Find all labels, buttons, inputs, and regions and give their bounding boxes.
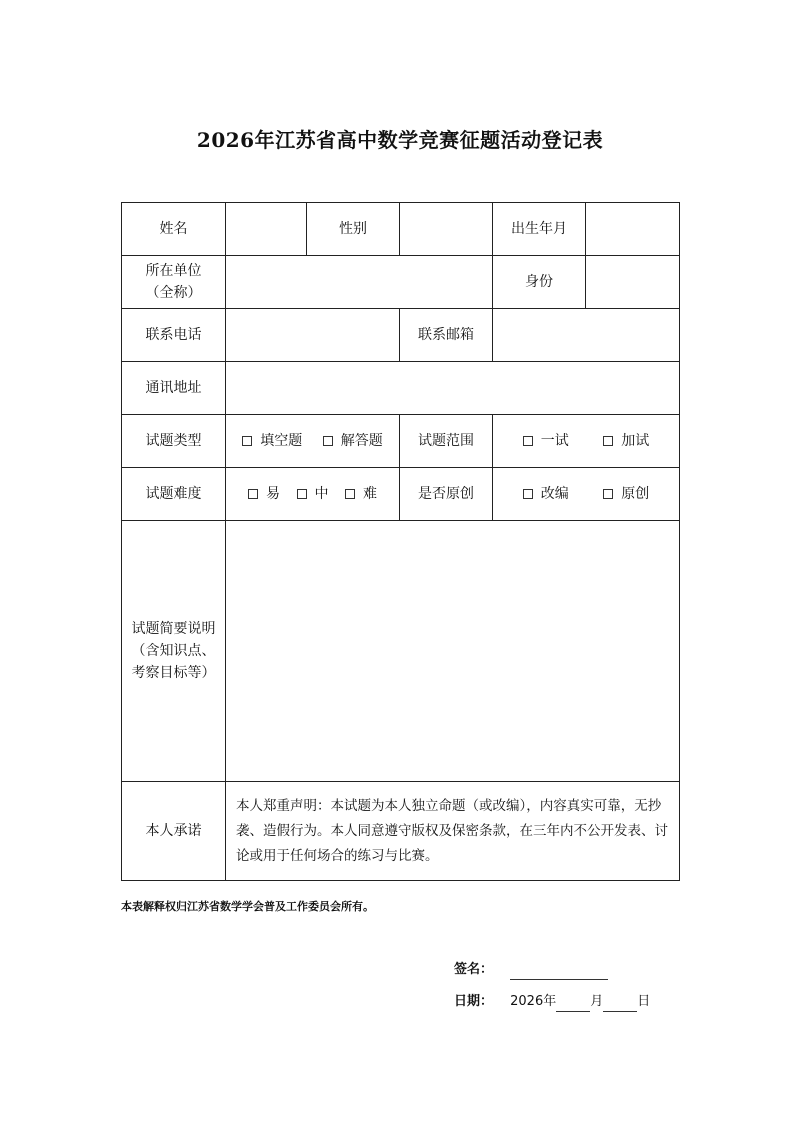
day-line[interactable] xyxy=(603,996,637,1012)
difficulty-label: 试题难度 xyxy=(122,468,226,521)
difficulty-option-label: 中 xyxy=(314,486,329,502)
desc-label xyxy=(122,521,226,782)
pledge-label: 本人承诺 xyxy=(122,782,226,881)
email-label: 联系邮箱 xyxy=(400,309,493,362)
original-option-label: 原创 xyxy=(621,486,650,502)
scope-option-first[interactable] xyxy=(523,430,569,452)
unit-field[interactable] xyxy=(226,256,493,309)
registration-form xyxy=(121,202,680,881)
date-month: 月 xyxy=(590,994,604,1009)
difficulty-option-hard[interactable] xyxy=(345,483,377,505)
phone-field[interactable] xyxy=(226,309,400,362)
checkbox-icon[interactable] xyxy=(523,436,533,446)
desc-field[interactable] xyxy=(226,521,680,782)
signature-line[interactable] xyxy=(510,964,608,980)
address-field[interactable] xyxy=(226,362,680,415)
difficulty-option-medium[interactable] xyxy=(297,483,329,505)
address-label: 通讯地址 xyxy=(122,362,226,415)
page-title: 2026年江苏省高中数学竞赛征题活动登记表 xyxy=(196,128,604,152)
scope-label: 试题范围 xyxy=(400,415,493,468)
unit-label-line1: 所在单位 xyxy=(145,263,202,279)
type-option-label: 解答题 xyxy=(340,433,383,449)
date-year: 2026年 xyxy=(510,994,557,1009)
desc-label-line1: 试题简要说明 xyxy=(131,621,216,637)
birth-field[interactable] xyxy=(586,203,680,256)
original-options xyxy=(493,468,680,521)
checkbox-icon[interactable] xyxy=(248,489,258,499)
difficulty-option-label: 易 xyxy=(266,486,281,502)
email-field[interactable] xyxy=(493,309,680,362)
signature-label: 签名： xyxy=(454,962,494,977)
checkbox-icon[interactable] xyxy=(523,489,533,499)
gender-label: 性别 xyxy=(307,203,400,256)
name-field[interactable] xyxy=(226,203,307,256)
original-option-label: 改编 xyxy=(540,486,569,502)
difficulty-options xyxy=(226,468,400,521)
gender-field[interactable] xyxy=(400,203,493,256)
name-label: 姓名 xyxy=(122,203,226,256)
original-option-original[interactable] xyxy=(603,483,649,505)
desc-label-line3: 考察目标等） xyxy=(131,665,216,681)
checkbox-icon[interactable] xyxy=(242,436,252,446)
date-row xyxy=(454,990,650,1012)
type-options xyxy=(226,415,400,468)
original-option-adapted[interactable] xyxy=(523,483,569,505)
scope-option-extra[interactable] xyxy=(603,430,649,452)
original-label: 是否原创 xyxy=(400,468,493,521)
month-line[interactable] xyxy=(556,996,590,1012)
scope-options xyxy=(493,415,680,468)
unit-label xyxy=(122,256,226,309)
checkbox-icon[interactable] xyxy=(323,436,333,446)
checkbox-icon[interactable] xyxy=(297,489,307,499)
scope-option-label: 加试 xyxy=(621,433,650,449)
date-day: 日 xyxy=(637,994,651,1009)
difficulty-option-easy[interactable] xyxy=(248,483,280,505)
difficulty-option-label: 难 xyxy=(362,486,377,502)
checkbox-icon[interactable] xyxy=(603,436,613,446)
date-label: 日期： xyxy=(454,994,494,1009)
scope-option-label: 一试 xyxy=(540,433,569,449)
phone-label: 联系电话 xyxy=(122,309,226,362)
birth-label: 出生年月 xyxy=(493,203,586,256)
type-option-solve[interactable] xyxy=(323,430,383,452)
type-label: 试题类型 xyxy=(122,415,226,468)
footnote: 本表解释权归江苏省数学学会普及工作委员会所有。 xyxy=(121,900,374,913)
signature-row xyxy=(454,958,608,980)
checkbox-icon[interactable] xyxy=(345,489,355,499)
identity-field[interactable] xyxy=(586,256,680,309)
checkbox-icon[interactable] xyxy=(603,489,613,499)
desc-label-line2: （含知识点、 xyxy=(131,643,216,659)
type-option-fill[interactable] xyxy=(242,430,302,452)
identity-label: 身份 xyxy=(493,256,586,309)
unit-label-line2: （全称） xyxy=(145,285,202,301)
type-option-label: 填空题 xyxy=(260,433,303,449)
pledge-text: 本人郑重声明：本试题为本人独立命题（或改编），内容真实可靠，无抄袭、造假行为。本人同意遵守版权及保密条款，在三年内不公开发表、讨论或用于任何场合的练习与比赛。 xyxy=(226,782,680,881)
